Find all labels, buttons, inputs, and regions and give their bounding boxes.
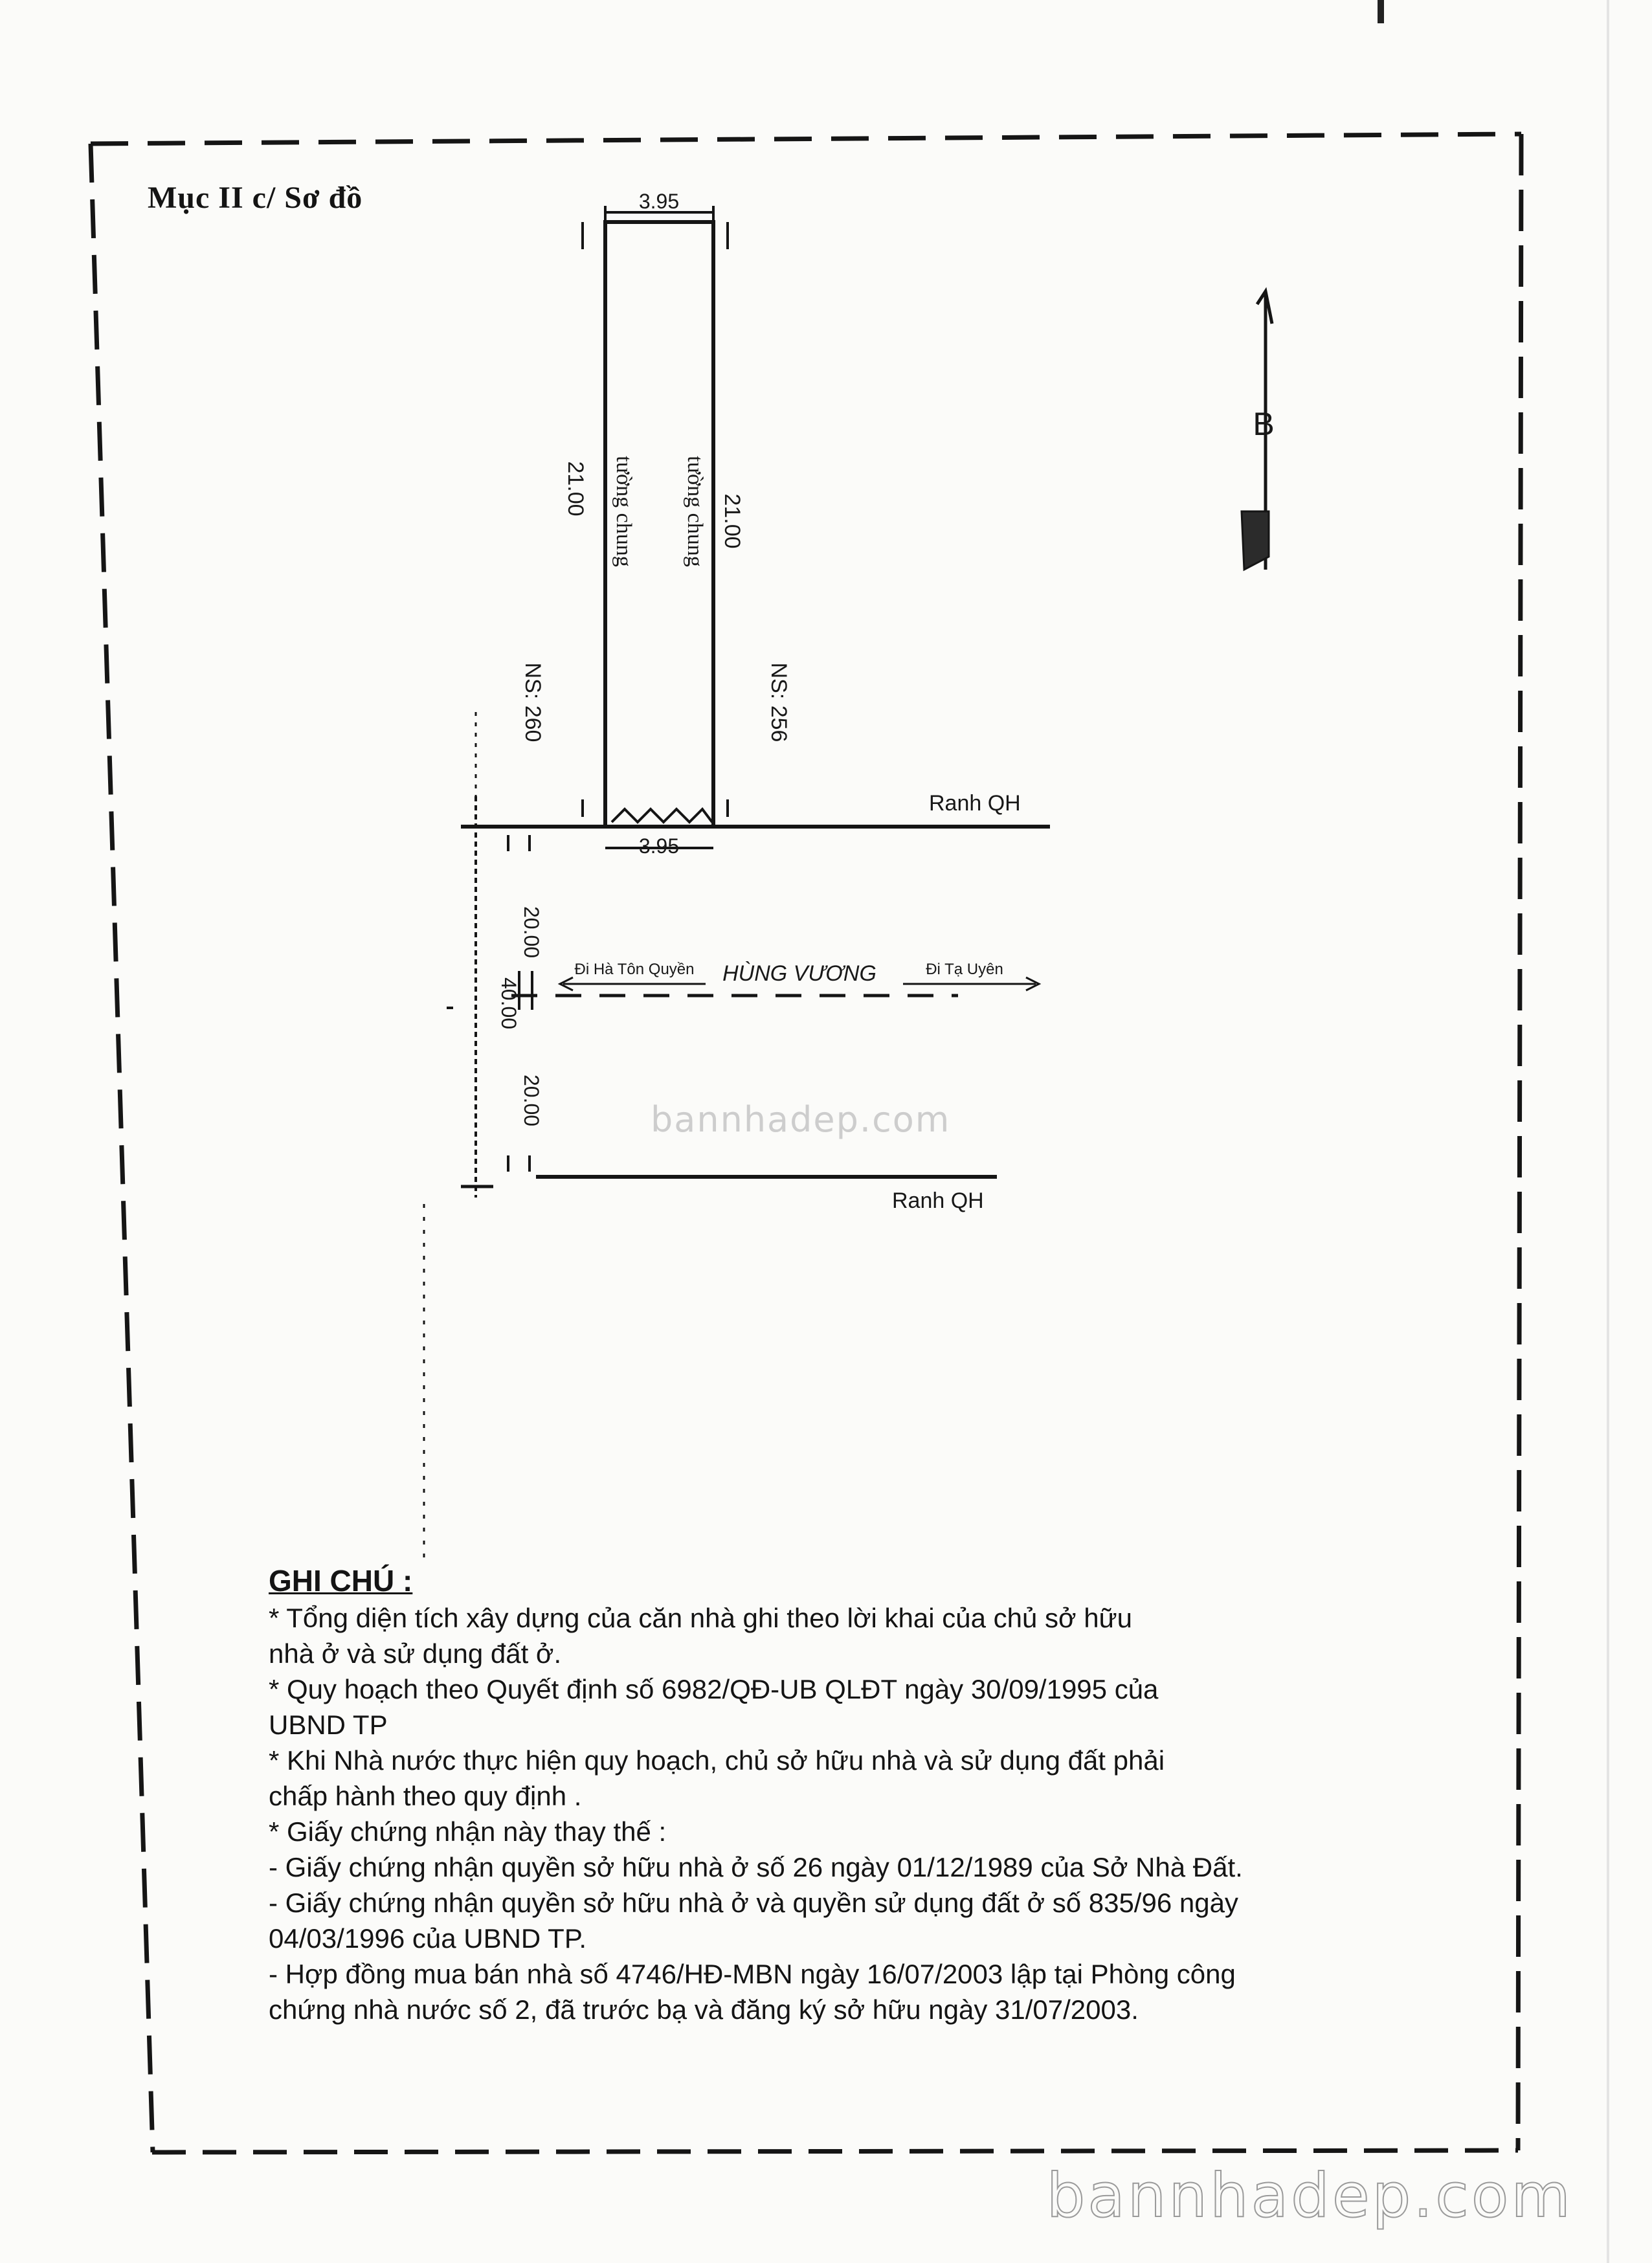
road-boundary-top-label: Ranh QH [929,791,1021,816]
north-label: B [1253,406,1275,442]
note-line: * Tổng diện tích xây dựng của căn nhà ghi theo lời khai của chủ sở hữu [269,1603,1133,1633]
note-line: * Giấy chứng nhận này thay thế : [269,1816,667,1847]
note-line: * Quy hoạch theo Quyết định số 6982/QĐ-UB QLĐT ngày 30/09/1995 của [269,1674,1159,1704]
wall-right-label: tường chung [683,456,707,567]
wall-left-label: tường chung [612,456,636,567]
note-line: chấp hành theo quy định . [269,1781,582,1811]
plot-length-right: 21.00 [720,493,744,549]
plot-length-left: 21.00 [563,461,588,517]
watermark-center: bannhadep.com [651,1099,951,1140]
plot-width-top: 3.95 [638,190,680,213]
note-line: * Khi Nhà nước thực hiện quy hoạch, chủ sở hữu nhà và sử dụng đất phải [269,1745,1165,1776]
note-line: chứng nhà nước số 2, đã trước bạ và đăng ký sở hữu ngày 31/07/2003. [269,1994,1139,2025]
note-line: nhà ở và sử dụng đất ở. [269,1638,562,1669]
watermark-bottom: bannhadep.com [1046,2161,1573,2231]
note-line: - Hợp đồng mua bán nhà số 4746/HĐ-MBN ngày 16/07/2003 lập tại Phòng công [269,1959,1236,1989]
direction-right: Đi Tạ Uyên [926,961,1003,978]
direction-left: Đi Hà Tôn Quyền [574,961,695,978]
notes-section [269,1563,1486,2027]
street-name: HÙNG VƯƠNG [722,961,876,986]
road-total-width: 40.00 [497,977,520,1030]
note-line: - Giấy chứng nhận quyền sở hữu nhà ở và quyền sử dụng đất ở số 835/96 ngày [269,1888,1238,1918]
neighbor-right: NS: 256 [766,662,791,742]
road-half-width-top: 20.00 [520,906,543,959]
note-line: UBND TP [269,1710,388,1740]
plot-width-bottom: 3.95 [638,834,680,858]
road-half-width-bottom: 20.00 [520,1074,543,1127]
neighbor-left: NS: 260 [520,662,545,742]
road-boundary-bottom-label: Ranh QH [892,1188,984,1213]
note-line: - Giấy chứng nhận quyền sở hữu nhà ở số 26 ngày 01/12/1989 của Sở Nhà Đất. [269,1852,1243,1882]
note-line: 04/03/1996 của UBND TP. [269,1923,587,1954]
notes-title: GHI CHÚ : [269,1564,413,1598]
section-title: Mục II c/ Sơ đồ [148,181,363,215]
